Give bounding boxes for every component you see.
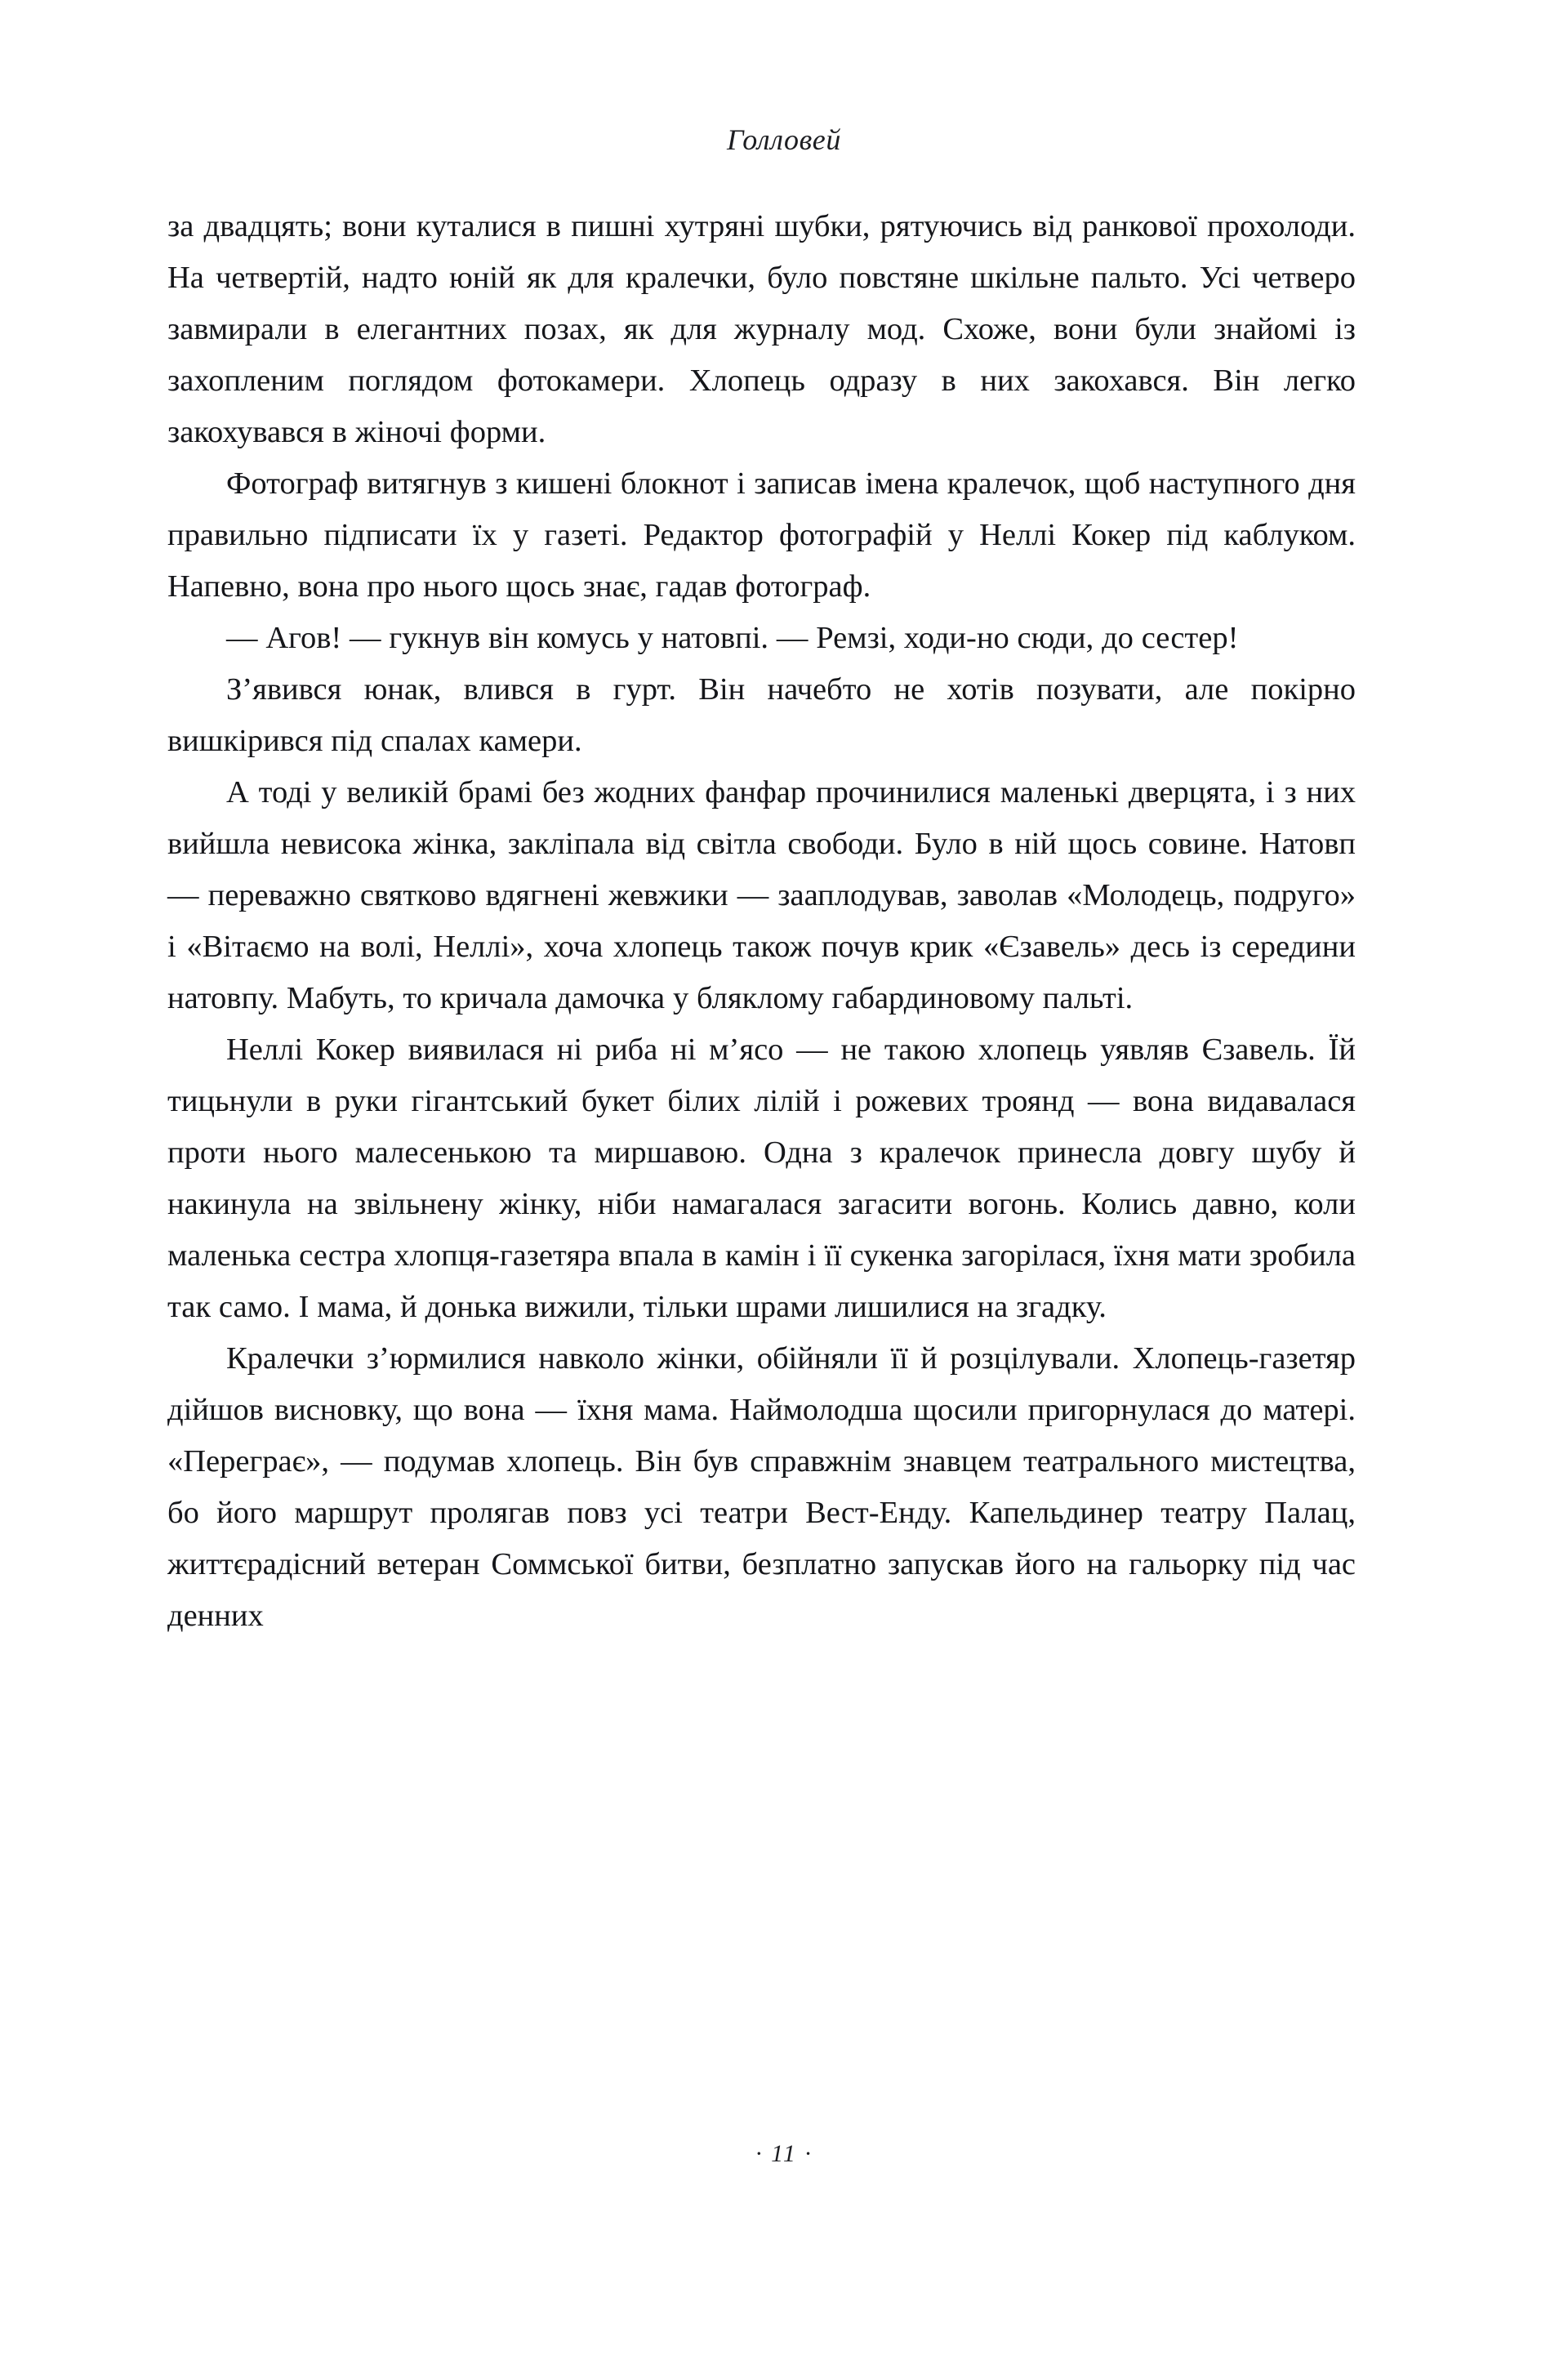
paragraph: А тоді у великій брамі без жодних фанфар прочинилися маленькі дверцята, і з них вийшла невисока жінка, закліпала від світла свободи. Було в ній щось совине. Натовп — переважно святково вдягнені жевжики — зааплодував, заволав «Молодець, подруго» і «Вітаємо на волі, Неллі», хоча хлопець також почув крик «Єзавель» десь із середини натовпу. Мабуть, то кричала дамочка у бляклому габардиновому пальті.: [167, 775, 1356, 1015]
running-head: Голловей: [727, 123, 841, 156]
paragraph: З’явився юнак, влився в гурт. Він начебто не хотів позувати, але покірно вишкірився під спалах камери.: [167, 672, 1356, 758]
body-text-block: [167, 201, 1356, 1642]
paragraph: Фотограф витягнув з кишені блокнот і записав імена кралечок, щоб наступного дня правильно підписати їх у газеті. Редактор фотографій у Неллі Кокер під каблуком. Напевно, вона про нього щось знає, гадав фотограф.: [167, 466, 1356, 604]
paragraph: за двадцять; вони куталися в пишні хутряні шубки, рятуючись від ранкової прохолоди. На четвертій, надто юній як для кралечки, було повстяне шкільне пальто. Усі четверо завмирали в елегантних позах, як для журналу мод. Схоже, вони були знайомі із захопленим поглядом фотокамери. Хлопець одразу в них закохався. Він легко закохувався в жіночі форми.: [167, 209, 1356, 449]
paragraph: Кралечки з’юрмилися навколо жінки, обійняли її й розцілували. Хлопець-газетяр дійшов висновку, що вона — їхня мама. Наймолодша щосили пригорнулася до матері. «Переграє», — подумав хлопець. Він був справжнім знавцем театрального мистецтва, бо його маршрут пролягав повз усі театри Вест-Енду. Капельдинер театру Палац, життєрадісний ветеран Соммської битви, безплатно запускав його на гальорку під час денних: [167, 1341, 1356, 1633]
page-number: · 11 ·: [755, 2140, 813, 2167]
paragraph: Неллі Кокер виявилася ні риба ні м’ясо — не такою хлопець уявляв Єзавель. Їй тицьнули в руки гігантський букет білих лілій і рожевих троянд — вона видавалася проти нього малесенькою та миршавою. Одна з кралечок принесла довгу шубу й накинула на звільнену жінку, ніби намагалася загасити вогонь. Колись давно, коли маленька сестра хлопця-газетяра впала в камін і її сукенка загорілася, їхня мати зробила так само. І мама, й донька вижили, тільки шрами лишилися на згадку.: [167, 1033, 1356, 1324]
paragraph: — Агов! — гукнув він комусь у натовпі. — Ремзі, ходи-но сюди, до сестер!: [226, 621, 1239, 655]
